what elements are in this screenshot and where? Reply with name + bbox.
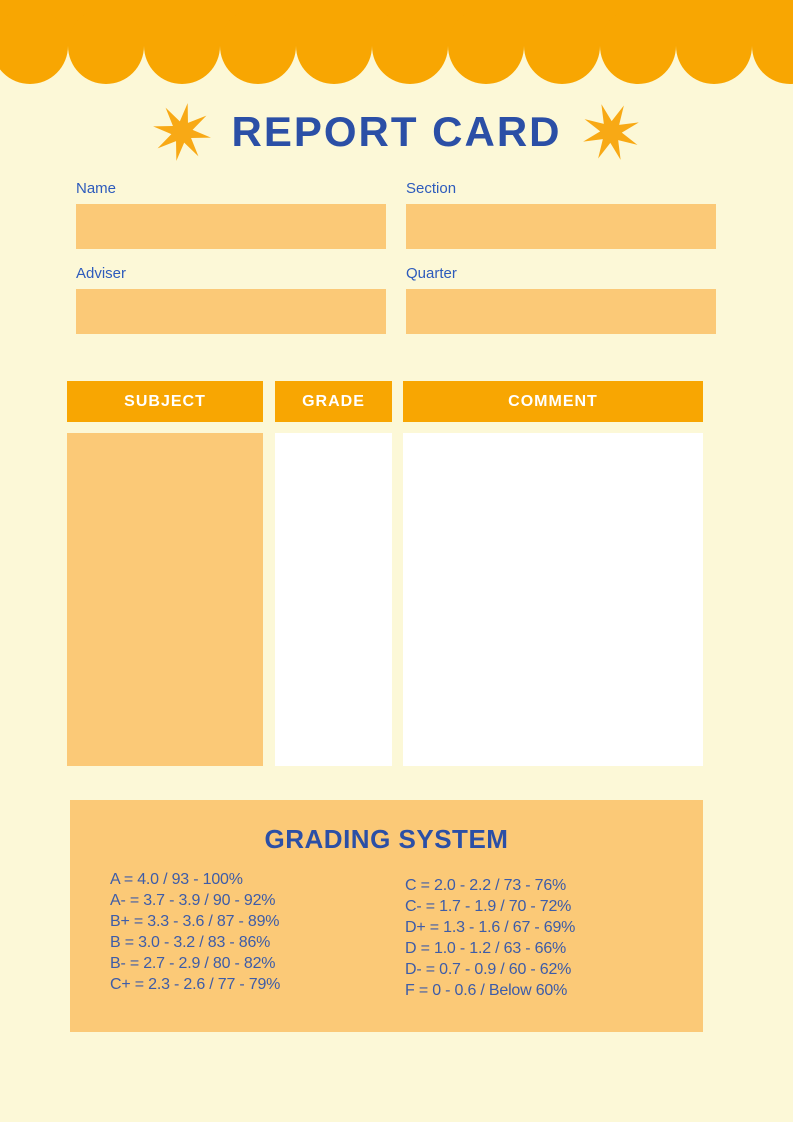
grading-system-columns [70,869,703,1009]
grade-scale-line: C- = 1.7 - 1.9 / 70 - 72% [405,898,572,915]
section-input[interactable] [406,204,716,249]
scallop-circle [676,8,752,84]
starburst-icon-left [151,101,213,163]
section-field-group [406,180,716,249]
scallop-circle [68,8,144,84]
quarter-label: Quarter [406,265,457,282]
grade-scale-line: A = 4.0 / 93 - 100% [110,871,243,888]
grade-scale-line: F = 0 - 0.6 / Below 60% [405,982,568,999]
grading-right-column [405,875,575,1001]
scalloped-header-decoration [0,0,793,84]
grading-system-panel [70,800,703,1032]
adviser-label: Adviser [76,265,127,282]
comment-column-header: COMMENT [403,381,703,422]
scallop-circle [524,8,600,84]
quarter-field-group [406,265,716,334]
scallop-edge [0,8,793,84]
grading-system-title: GRADING SYSTEM [264,824,509,854]
scallop-circle [296,8,372,84]
grade-scale-line: D = 1.0 - 1.2 / 63 - 66% [405,940,567,957]
scallop-circle [752,8,793,84]
adviser-input[interactable] [76,289,386,334]
scallop-circle [0,8,68,84]
grade-column-cell[interactable] [275,433,392,766]
subject-column-header: SUBJECT [67,381,263,422]
name-label: Name [76,180,117,197]
subject-column-cell[interactable] [67,433,263,766]
scallop-circle [600,8,676,84]
scallop-circle [144,8,220,84]
adviser-field-group [76,265,386,334]
grading-left-column [110,869,280,995]
section-label: Section [406,180,457,197]
comment-column-cell[interactable] [403,433,703,766]
scallop-circle [448,8,524,84]
starburst-icon-right [575,97,645,167]
grade-scale-line: D- = 0.7 - 0.9 / 60 - 62% [405,961,572,978]
title-row [0,92,793,172]
grade-scale-line: A- = 3.7 - 3.9 / 90 - 92% [110,892,276,909]
grade-column-header: GRADE [275,381,392,422]
grade-scale-line: C = 2.0 - 2.2 / 73 - 76% [405,877,567,894]
grade-scale-line: C+ = 2.3 - 2.6 / 77 - 79% [110,976,281,993]
quarter-input[interactable] [406,289,716,334]
grade-scale-line: B = 3.0 - 3.2 / 83 - 86% [110,934,271,951]
grade-scale-line: B+ = 3.3 - 3.6 / 87 - 89% [110,913,280,930]
grade-scale-line: B- = 2.7 - 2.9 / 80 - 82% [110,955,276,972]
name-field-group [76,180,386,249]
grade-scale-line: D+ = 1.3 - 1.6 / 67 - 69% [405,919,576,936]
student-info-form [76,180,716,334]
name-input[interactable] [76,204,386,249]
page-title: REPORT CARD [231,108,562,155]
scallop-circle [372,8,448,84]
scallop-circle [220,8,296,84]
